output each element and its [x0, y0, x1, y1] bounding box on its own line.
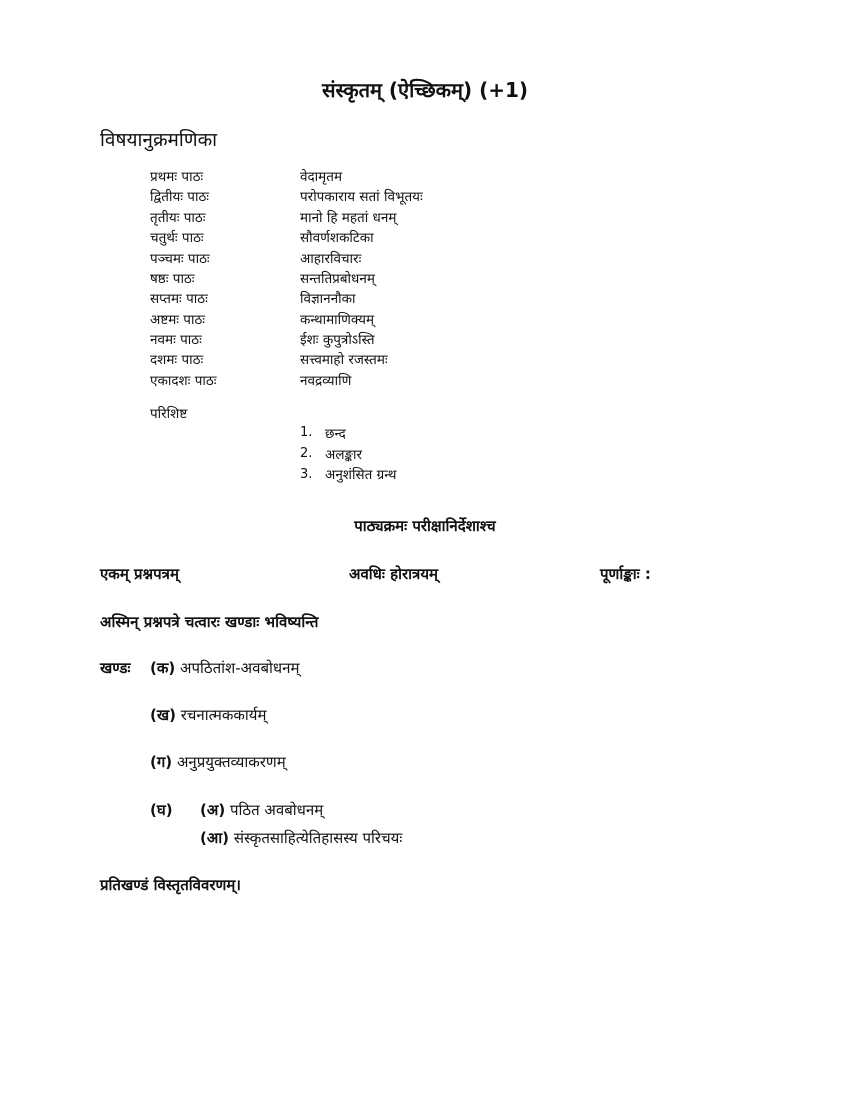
appendix-item: छन्द	[325, 426, 346, 442]
lesson-number: प्रथमः पाठः	[150, 169, 204, 185]
section-label: (क)	[150, 659, 176, 677]
lesson-number: पञ्चमः पाठः	[150, 251, 210, 267]
index-heading: विषयानुक्रमणिका	[100, 129, 218, 151]
section-label: (ग)	[150, 753, 173, 771]
subsection-label: (अ)	[200, 801, 226, 819]
appendix-label: परिशिष्ट	[150, 406, 188, 422]
lesson-number: नवमः पाठः	[150, 332, 202, 348]
subsection-item	[200, 828, 402, 848]
lesson-number: दशमः पाठः	[150, 352, 204, 368]
section-item	[150, 752, 286, 772]
full-marks: पूर्णाङ्काः :	[600, 565, 651, 583]
lesson-title: विज्ञाननौका	[300, 291, 356, 307]
lesson-title: परोपकाराय सतां विभूतयः	[300, 189, 423, 205]
sections-note: अस्मिन् प्रश्नपत्रे चत्वारः खण्डाः भविष्यन्ति	[100, 613, 319, 631]
lesson-number: षष्ठः पाठः	[150, 271, 195, 287]
document-title: संस्कृतम् (ऐच्छिकम्) (+1)	[321, 78, 529, 102]
section-label: (ख)	[150, 706, 176, 724]
lesson-title: मानो हि महतां धनम्	[300, 210, 397, 226]
sections-label: खण्डः	[100, 659, 131, 677]
exam-duration: अवधिः होरात्रयम्	[349, 565, 438, 583]
lesson-title: आहारविचारः	[300, 251, 362, 267]
section-item	[150, 705, 266, 725]
syllabus-heading: पाठ्यक्रमः परीक्षानिर्देशाश्च	[354, 517, 496, 535]
subsection-text: पठित अवबोधनम्	[229, 801, 324, 819]
lesson-number: अष्टमः पाठः	[150, 312, 206, 328]
appendix-item: अनुशंसित ग्रन्थ	[325, 467, 397, 483]
lesson-title: सत्त्वमाहो रजस्तमः	[300, 352, 388, 368]
lesson-number: तृतीयः पाठः	[150, 210, 206, 226]
closing-line: प्रतिखण्डं विस्तृतविवरणम्।	[100, 876, 241, 894]
appendix-number: 3.	[300, 467, 313, 482]
lesson-number: चतुर्थः पाठः	[150, 230, 204, 246]
paper-count: एकम् प्रश्नपत्रम्	[100, 565, 179, 583]
section-item	[150, 658, 299, 678]
lesson-number: एकादशः पाठः	[150, 373, 217, 389]
lesson-title: ईशः कुपुत्रोऽस्ति	[300, 332, 375, 348]
lesson-title: नवद्रव्याणि	[300, 373, 352, 389]
appendix-item: अलङ्कार	[325, 447, 363, 463]
lesson-title: कन्थामाणिक्यम्	[300, 312, 375, 328]
lesson-title: सन्ततिप्रबोधनम्	[300, 271, 375, 287]
appendix-number: 1.	[300, 425, 313, 440]
section-text: अपठितांश-अवबोधनम्	[180, 659, 300, 677]
lesson-number: सप्तमः पाठः	[150, 291, 208, 307]
lesson-title: वेदामृतम	[300, 169, 343, 185]
section-text: रचनात्मककार्यम्	[180, 706, 267, 724]
subsection-item	[200, 800, 323, 820]
section-text: अनुप्रयुक्तव्याकरणम्	[176, 753, 286, 771]
section-label: (घ)	[150, 801, 173, 819]
lesson-title: सौवर्णशकटिका	[300, 230, 374, 246]
lesson-number: द्वितीयः पाठः	[150, 189, 210, 205]
appendix-number: 2.	[300, 446, 313, 461]
subsection-text: संस्कृतसाहित्येतिहासस्य परिचयः	[233, 829, 403, 847]
subsection-label: (आ)	[200, 829, 230, 847]
